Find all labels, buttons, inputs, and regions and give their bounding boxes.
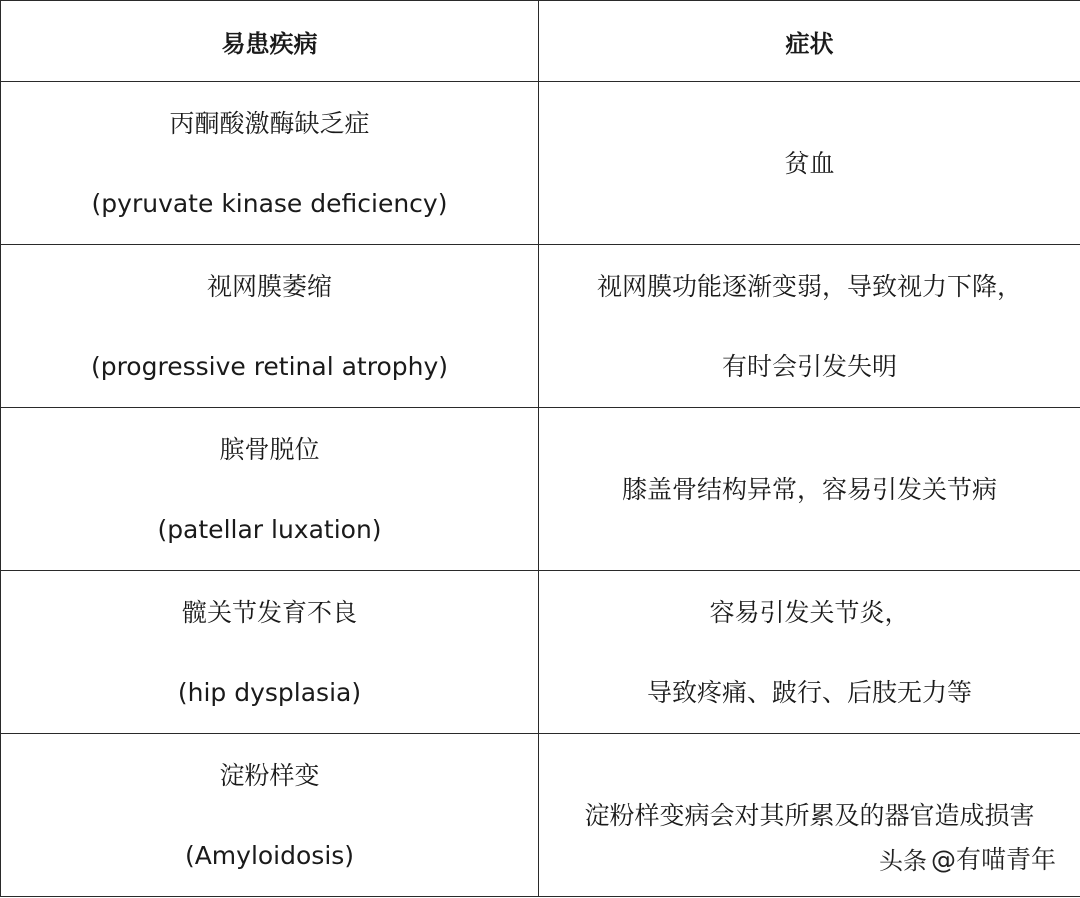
disease-name-zh: 丙酮酸激酶缺乏症: [169, 108, 370, 138]
symptom-text: 视网膜功能逐渐变弱，导致视力下降，: [596, 271, 1022, 301]
disease-name-zh: 髋关节发育不良: [181, 597, 357, 627]
header-row: [1, 1, 1080, 82]
symptom-text: 容易引发关节炎，: [709, 597, 910, 627]
disease-cell: [1, 734, 539, 897]
disease-cell: [1, 571, 539, 734]
table-row: [1, 245, 1080, 408]
table-row: [1, 82, 1080, 245]
header-symptom: 症状: [539, 1, 1080, 82]
symptom-cell: [539, 82, 1080, 245]
symptom-cell: [539, 408, 1080, 571]
symptom-cell: [539, 571, 1080, 734]
disease-name-zh: 视网膜萎缩: [206, 271, 332, 301]
disease-name-en: (pyruvate kinase deficiency): [91, 188, 448, 218]
symptom-text: 贫血: [784, 148, 835, 178]
table-row: [1, 571, 1080, 734]
disease-name-en: (patellar luxation): [157, 514, 382, 544]
disease-name-en: (Amyloidosis): [184, 840, 355, 870]
watermark-platform: 头条: [878, 846, 927, 875]
symptom-cell: [539, 245, 1080, 408]
disease-name-en: (hip dysplasia): [177, 677, 362, 707]
symptom-text: 淀粉样变病会对其所累及的器官造成损害: [584, 800, 1035, 830]
symptom-text-2: 有时会引发失明: [721, 351, 897, 381]
disease-name-zh: 膑骨脱位: [219, 434, 320, 464]
disease-cell: [1, 245, 539, 408]
header-disease: 易患疾病: [1, 1, 539, 82]
disease-cell: [1, 408, 539, 571]
watermark-handle: @有喵青年: [930, 845, 1056, 874]
disease-name-zh: 淀粉样变: [219, 760, 320, 790]
symptom-text-2: 导致疼痛、跛行、后肢无力等: [646, 677, 972, 707]
disease-cell: [1, 82, 539, 245]
watermark: [879, 840, 1056, 876]
symptom-text: 膝盖骨结构异常，容易引发关节病: [621, 474, 997, 504]
disease-name-en: (progressive retinal atrophy): [90, 351, 449, 381]
table-row: [1, 408, 1080, 571]
